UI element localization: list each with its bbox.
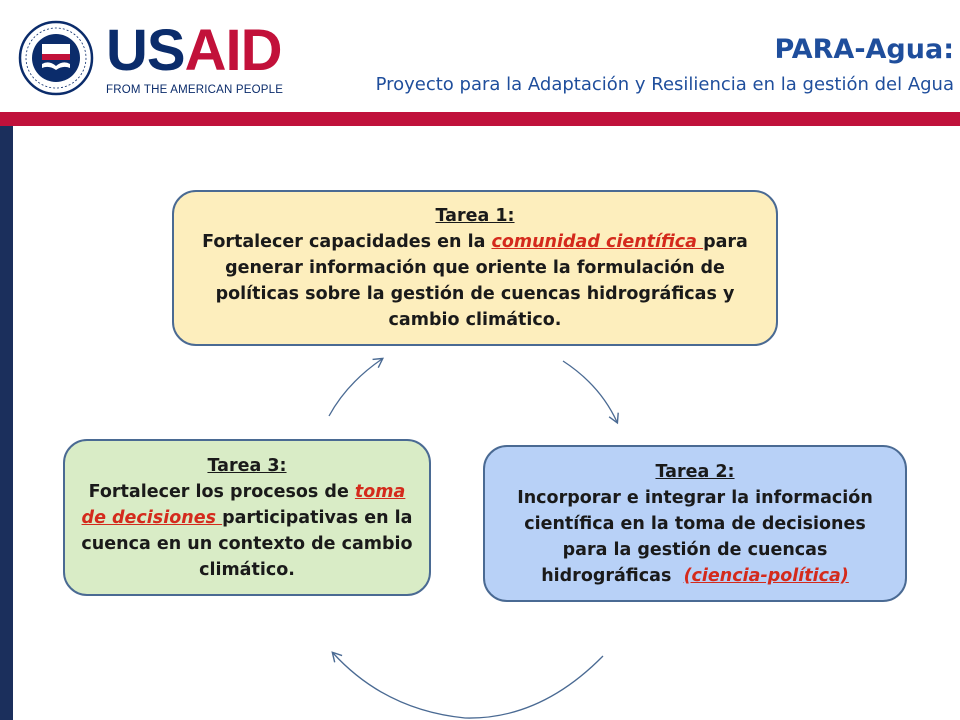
task-2-highlight: (ciencia-política)	[683, 565, 849, 586]
task-2-title: Tarea 2:	[655, 461, 735, 482]
usaid-tagline: FROM THE AMERICAN PEOPLE	[106, 84, 284, 96]
task-1-highlight: comunidad científica	[491, 232, 704, 252]
usaid-wordmark-aid: AID	[184, 18, 282, 83]
task-3-title: Tarea 3:	[207, 455, 287, 476]
project-subtitle: Proyecto para la Adaptación y Resiliencia en la gestión del Agua	[375, 74, 954, 95]
arrow-task2-to-task3	[333, 653, 603, 718]
task-1-body: Fortalecer capacidades en la comunidad científica para generar información que oriente la formulación de políticas sobre la gestión de cuencas hidrográficas y cambio climático.	[202, 232, 748, 330]
task-2-body: Incorporar e integrar la información científica en la toma de decisiones para la gestión de cuencas hidrográficas (ciencia-política)	[517, 487, 879, 586]
project-title: PARA-Agua:	[774, 34, 954, 65]
arrow-task3-to-task1	[329, 359, 382, 416]
arrow-task1-to-task2	[563, 361, 617, 422]
task-3-highlight: toma de decisiones	[81, 481, 406, 528]
task-3-box	[63, 439, 431, 596]
task-1-box	[172, 190, 778, 346]
task-3-body: Fortalecer los procesos de toma de decisiones participativas en la cuenca en un contexto de cambio climático.	[81, 481, 413, 580]
usaid-wordmark-us: US	[106, 18, 185, 83]
task-2-box	[483, 445, 907, 602]
task-1-title: Tarea 1:	[435, 206, 515, 226]
